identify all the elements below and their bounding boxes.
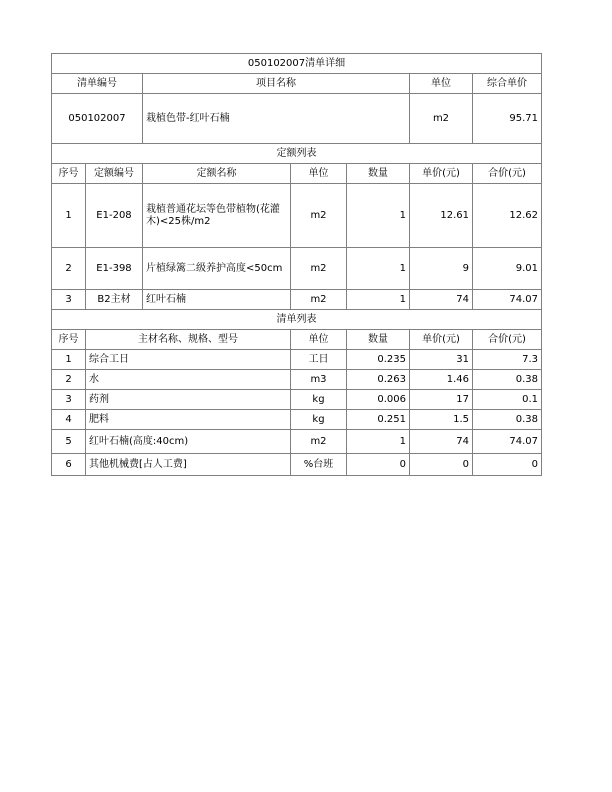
list-row <box>52 390 542 410</box>
list-total: 0 <box>473 454 542 476</box>
list-qty: 0.263 <box>347 370 410 390</box>
bill-name-header: 项目名称 <box>143 74 410 94</box>
bill-unit-header: 单位 <box>410 74 473 94</box>
quota-qty: 1 <box>347 248 410 290</box>
list-name: 其他机械费[占人工费] <box>86 454 291 476</box>
list-seq: 6 <box>52 454 86 476</box>
quota-unit-price: 74 <box>410 290 473 310</box>
list-total: 0.1 <box>473 390 542 410</box>
quota-seq-header: 序号 <box>52 164 86 184</box>
bill-row <box>52 94 542 144</box>
quota-unit: m2 <box>291 184 347 248</box>
list-name-header: 主材名称、规格、型号 <box>86 330 291 350</box>
quota-code: E1-208 <box>86 184 143 248</box>
list-seq-header: 序号 <box>52 330 86 350</box>
quota-name: 栽植普通花坛等色带植物(花灌木)<25株/m2 <box>143 184 291 248</box>
quota-row <box>52 248 542 290</box>
list-total: 0.38 <box>473 410 542 430</box>
bill-name: 栽植色带-红叶石楠 <box>143 94 410 144</box>
quota-unit: m2 <box>291 248 347 290</box>
quota-section-title: 定额列表 <box>52 144 542 164</box>
quota-name-header: 定额名称 <box>143 164 291 184</box>
quota-qty-header: 数量 <box>347 164 410 184</box>
quota-row <box>52 184 542 248</box>
quota-code: E1-398 <box>86 248 143 290</box>
list-seq: 3 <box>52 390 86 410</box>
list-name: 红叶石楠(高度:40cm) <box>86 430 291 454</box>
list-qty: 1 <box>347 430 410 454</box>
list-seq: 2 <box>52 370 86 390</box>
quota-unit-price-header: 单价(元) <box>410 164 473 184</box>
quota-unit-header: 单位 <box>291 164 347 184</box>
list-row <box>52 410 542 430</box>
list-section-title: 清单列表 <box>52 310 542 330</box>
list-name: 水 <box>86 370 291 390</box>
quota-seq: 2 <box>52 248 86 290</box>
bill-unit: m2 <box>410 94 473 144</box>
list-unit: kg <box>291 390 347 410</box>
list-unit-price: 1.5 <box>410 410 473 430</box>
quota-code-header: 定额编号 <box>86 164 143 184</box>
list-row <box>52 370 542 390</box>
list-unit-price: 74 <box>410 430 473 454</box>
list-seq: 5 <box>52 430 86 454</box>
bill-price: 95.71 <box>473 94 542 144</box>
quota-total: 74.07 <box>473 290 542 310</box>
quota-name: 片植绿篱二级养护高度<50cm <box>143 248 291 290</box>
list-unit-price: 0 <box>410 454 473 476</box>
list-unit: m2 <box>291 430 347 454</box>
list-total: 7.3 <box>473 350 542 370</box>
list-header-row <box>52 330 542 350</box>
list-qty: 0 <box>347 454 410 476</box>
quota-header-row <box>52 164 542 184</box>
list-unit: %台班 <box>291 454 347 476</box>
sheet-title: 050102007清单详细 <box>52 54 542 74</box>
list-unit-price: 17 <box>410 390 473 410</box>
bill-header-row <box>52 74 542 94</box>
quota-row <box>52 290 542 310</box>
quota-code: B2主材 <box>86 290 143 310</box>
bill-detail-table <box>51 53 542 476</box>
list-unit: m3 <box>291 370 347 390</box>
bill-price-header: 综合单价 <box>473 74 542 94</box>
list-total: 0.38 <box>473 370 542 390</box>
quota-total-header: 合价(元) <box>473 164 542 184</box>
quota-total: 12.62 <box>473 184 542 248</box>
list-qty: 0.235 <box>347 350 410 370</box>
list-unit-price: 1.46 <box>410 370 473 390</box>
list-unit-price: 31 <box>410 350 473 370</box>
quota-name: 红叶石楠 <box>143 290 291 310</box>
list-seq: 4 <box>52 410 86 430</box>
list-name: 药剂 <box>86 390 291 410</box>
list-total-header: 合价(元) <box>473 330 542 350</box>
quota-qty: 1 <box>347 290 410 310</box>
quota-qty: 1 <box>347 184 410 248</box>
quota-unit: m2 <box>291 290 347 310</box>
list-qty: 0.006 <box>347 390 410 410</box>
bill-code: 050102007 <box>52 94 143 144</box>
list-row <box>52 430 542 454</box>
quota-unit-price: 9 <box>410 248 473 290</box>
quota-seq: 1 <box>52 184 86 248</box>
list-unit-header: 单位 <box>291 330 347 350</box>
list-qty-header: 数量 <box>347 330 410 350</box>
list-name: 肥料 <box>86 410 291 430</box>
bill-code-header: 清单编号 <box>52 74 143 94</box>
list-seq: 1 <box>52 350 86 370</box>
list-unit: kg <box>291 410 347 430</box>
list-unit-price-header: 单价(元) <box>410 330 473 350</box>
quota-total: 9.01 <box>473 248 542 290</box>
list-row <box>52 350 542 370</box>
quota-seq: 3 <box>52 290 86 310</box>
list-unit: 工日 <box>291 350 347 370</box>
quota-unit-price: 12.61 <box>410 184 473 248</box>
list-qty: 0.251 <box>347 410 410 430</box>
list-total: 74.07 <box>473 430 542 454</box>
list-row <box>52 454 542 476</box>
list-name: 综合工日 <box>86 350 291 370</box>
